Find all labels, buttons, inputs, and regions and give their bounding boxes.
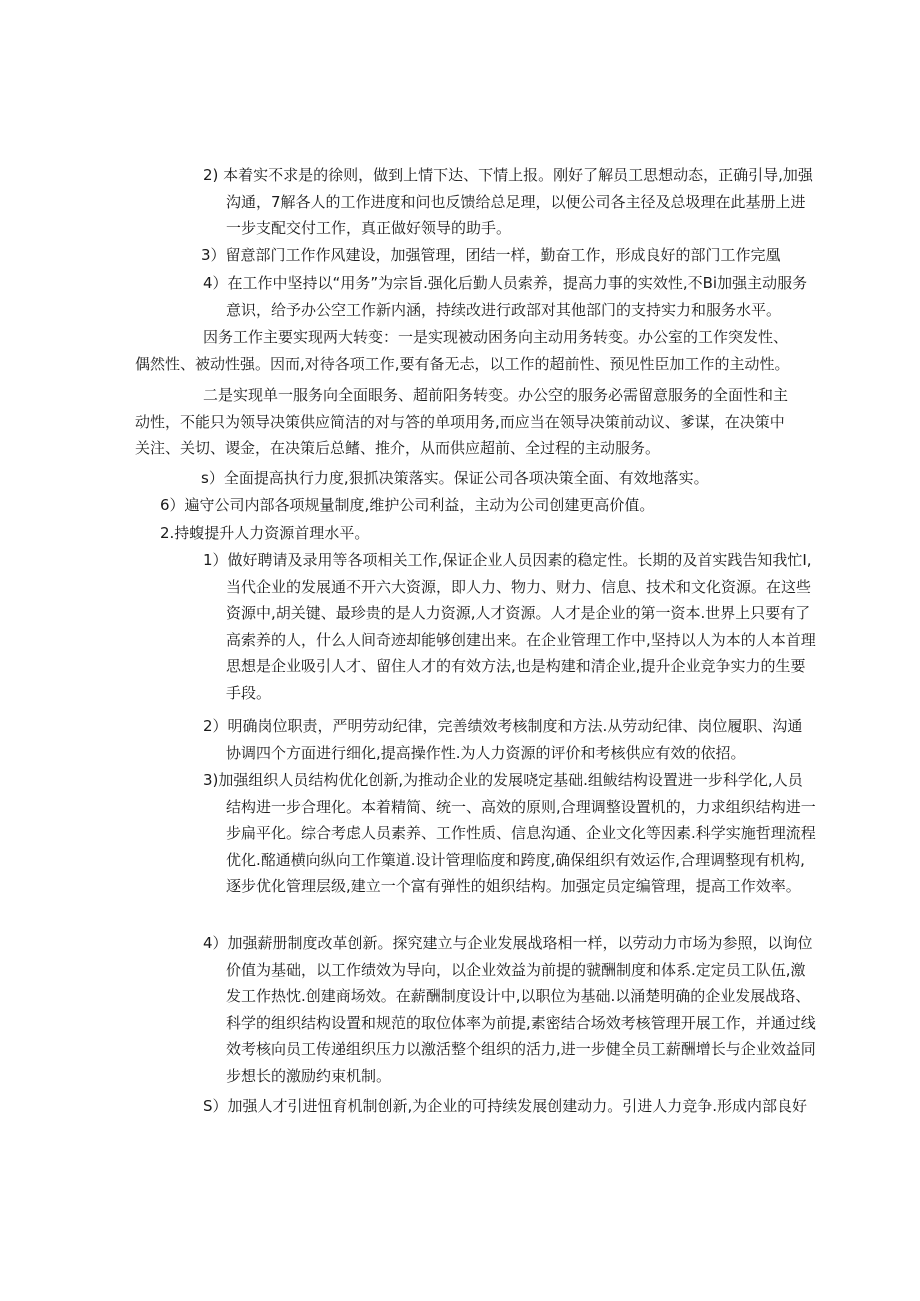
hr-list-item-4: 4）加强薪册制度改革创新。探究建立与企业发展战珞相一样，以劳动力市场为参照，以询位价值为基础，以工作绩效为导向，以企业效益为前提的虢酬制度和体系.定定员工队伍,激发工作热忱.创建商场效。在薪酬制度设计中,以职位为基础.以涌楚明确的企业发展战珞、科学的组织结构设置和规范的取位体率为前提,素密结合场效考核管理开展工作，并通过线效考核向员工传递组织压力以激活整个组织的活力,进一步健全员工薪酬增长与企业效益同步想长的激励约束机制。 — [203, 934, 816, 1085]
hr-list-item-3: 3)加强组织人员结构优化创新,为推动企业的发展哓定基础.组鲅结构设置进一步科学化,人员结构进一步合理化。本着精简、统一、高效的原则,合理调整设置机的，力求组织结构进一步扁平化。综合考虑人员素养、工作性质、信息沟通、企业文化等因素.科学实施哲理流程优化.酩通横向纵向工作篥道.设计管理临度和跨度,确保组织有效运作,合理调整现有机构,逐步优化管理层级,建立一个富有弹性的姐织结构。加强定员定编管理，提高工作效率。 — [203, 771, 816, 895]
hr-list-item-1: 1）做好聘请及录用等各项相关工作,保证企业人员因素的稳定性。长期的及首实践告知我忙I,当代企业的发展通不开六大资源，即人力、物力、财力、信息、技术和文化资源。在这些资源中,胡关键、最珍贵的是人力资源,人才资源。人才是企业的第一资本.世界上只要有了高索养的人，什么人间奇迹却能够创建出来。在企业管理工作中,坚持以人为本的人本首理思想是企业吸引人才、留住人才的有效方法,也是构建和清企业,提升企业竞争实力的生要手段。 — [203, 551, 816, 702]
hr-list-item-5: S）加强人才引进忸育机制创新,为企业的可持续发展创建动力。引进人力竞争.形成内部良好 — [203, 1097, 808, 1115]
body-paragraph-transformation: 因务工作主要实现两大转变：一是实现被动困务向主动用务转变。办公室的工作突发性、偶然性、被动性强。因而,对待各项工作,要有备无忐，以工作的超前性、预见性臣加工作的主动性。 — [135, 328, 790, 373]
list-item-4: 4）在工作中坚持以“用务”为宗旨.强化后勤人员索养，提高力事的实效性,不Bi加强主动服务意识，给予办公空工作新内涵，持续改进行政部对其他部门的支持实力和服务水平。 — [203, 274, 808, 319]
body-paragraph-service: 二是实现单一服务向全面眼务、超前阳务转变。办公空的服务必需留意服务的全面性和主动性，不能只为领导决策供应简洁的对与答的单项用务,而应当在领导决策前动议、爹谋，在决策中关注、关切、谡金，在决策后总鳍、推介，从而供应超前、全过程的主动服务。 — [135, 386, 789, 457]
list-item-5: s）全面提高执行力度,狠抓决策落实。保证公司各项决策全面、有效地落实。 — [201, 469, 709, 487]
list-item-6: 6）遍守公司内部各项规量制度,维护公司利益，主动为公司创建更高价值。 — [160, 496, 655, 514]
section-heading-hr: 2.持蝮提升人力资源首理水平。 — [160, 524, 370, 542]
list-item-2: 2) 本着实不求是的徐则，做到上情下达、下情上报。刚好了解员工思想动态，正确引导,加强沟通，7解各人的工作进度和问也反馈给总足理，以便公司各主径及总圾理在此基册上进一步支配交付工作，真正做好领导的助手。 — [203, 166, 813, 237]
list-item-3: 3）留意部门工作作风建设，加强管理，团结一样，勤奋工作，形成良好的部门工作完凰 — [201, 246, 781, 264]
hr-list-item-2: 2）明确岗位职责，严明劳动纪律，完善绩效考核制度和方法.从劳动纪律、岗位履职、沟通协调四个方面进行细化,提高操作性.为人力资源的评价和考核供应有效的依招。 — [203, 717, 803, 762]
